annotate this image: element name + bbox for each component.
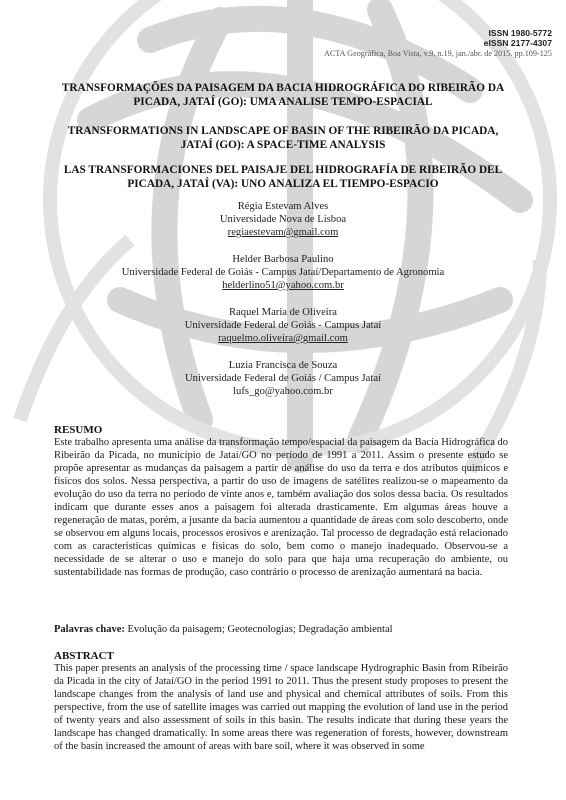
author-block [40,253,526,292]
author-block [40,359,526,398]
author-email-link[interactable]: regiaestevam@gmail.com [227,227,339,238]
title-english: TRANSFORMATIONS IN LANDSCAPE OF BASIN OF THE RIBEIRÃO DA PICADA, JATAÍ (GO): A SPACE-TIME ANALYSIS [67,125,499,151]
issn-number: ISSN 1980-5772 [488,28,552,38]
abstract-text: This paper presents an analysis of the processing time / space landscape Hydrographic Basin from Ribeirão da Picada in the city of Jataí/GO in the period 1991 to 2011. Thus the present study proposes to present the landscape changes from the analysis of land use and physical and chemical attributes of soils. From this perspective, from the use of satellite images was carried out mapping the evolution of land use in the period of twenty years and also assessment of soils in this basin. The results indicate that during these years the landscape has changed dramatically. In some areas there was regeneration of forests, however, downstream of the basin increased the amount of areas with bare soil, where it was observed in some [54,663,508,753]
author-name: Luzia Francisca de Souza [228,360,338,371]
author-email-link[interactable]: raquelmo.oliveira@gmail.com [218,333,348,344]
keywords-text: Evolução da paisagem; Geotecnologias; Degradação ambiental [124,624,393,635]
author-name: Régia Estevam Alves [237,201,329,212]
author-affiliation: Universidade Federal de Goiás / Campus Jataí [185,373,381,384]
author-name: Raquel Maria de Oliveira [229,307,337,318]
author-block [40,306,526,345]
issn-block [484,28,552,48]
author-email: lufs_go@yahoo.com.br [233,386,333,397]
title-portuguese: TRANSFORMAÇÕES DA PAISAGEM DA BACIA HIDROGRÁFICA DO RIBEIRÃO DA PICADA, JATAÍ (GO): UMA ANALISE TEMPO-ESPACIAL [61,82,505,108]
title-spanish: LAS TRANSFORMACIONES DEL PAISAJE DEL HIDROGRAFÍA DE RIBEIRÃO DEL PICADA, JATAÍ (VA): UNO ANALIZA EL TIEMPO-ESPACIO [63,164,503,190]
author-affiliation: Universidade Federal de Goiás - Campus Jataí [184,320,382,331]
journal-citation: ACTA Geográfica, Boa Vista, v.9, n.19, jan./abr. de 2015. pp.109-125 [323,49,552,58]
resumo-heading: RESUMO [54,424,103,436]
keywords-line [54,624,393,635]
author-affiliation: Universidade Nova de Lisboa [219,214,347,225]
abstract-heading: ABSTRACT [54,650,114,662]
author-email-link[interactable]: helderlino51@yahoo.com.br [222,280,344,291]
author-name: Helder Barbosa Paulino [232,254,334,265]
keywords-label: Palavras chave: [54,624,125,635]
author-block [40,200,526,239]
eissn-number: eISSN 2177-4307 [483,38,552,48]
resumo-text: Este trabalho apresenta uma análise da transformação tempo/espacial da paisagem da Bacia Hidrográfica do Ribeirão da Picada, no município de Jataí/GO no período de 1991 a 2011. Assim o presente estudo se propõe apresentar as mudanças da paisagem a partir de análise do uso da terra e dos atributos químicos e físicos dos solos. Nessa perspectiva, a partir do uso de imagens de satélites realizou-se o mapeamento da evolução do uso da terra no período de vinte anos e, também avaliação dos solos dessa bacia. Os resultados indicam que durante esses anos a paisagem foi alterada drasticamente. Em algumas áreas houve a regeneração de matas, porém, a jusante da bacia aumentou a quantidade de áreas com solo descoberto, onde se observou em alguns locais, processos erosivos e arenização. Tal processo de degradação está relacionado com as características químicas e físicas do solo, bem como o manejo inadequado. Observou-se a necessidade de se alterar o uso e manejo do solo para que haja uma recuperação do ambiente, ou sustentabilidade nas formas de produção, caso contrário o processo de arenização aumentará na bacia. [54,437,508,579]
author-affiliation: Universidade Federal de Goiás - Campus Jataí/Departamento de Agronomia [121,267,445,278]
